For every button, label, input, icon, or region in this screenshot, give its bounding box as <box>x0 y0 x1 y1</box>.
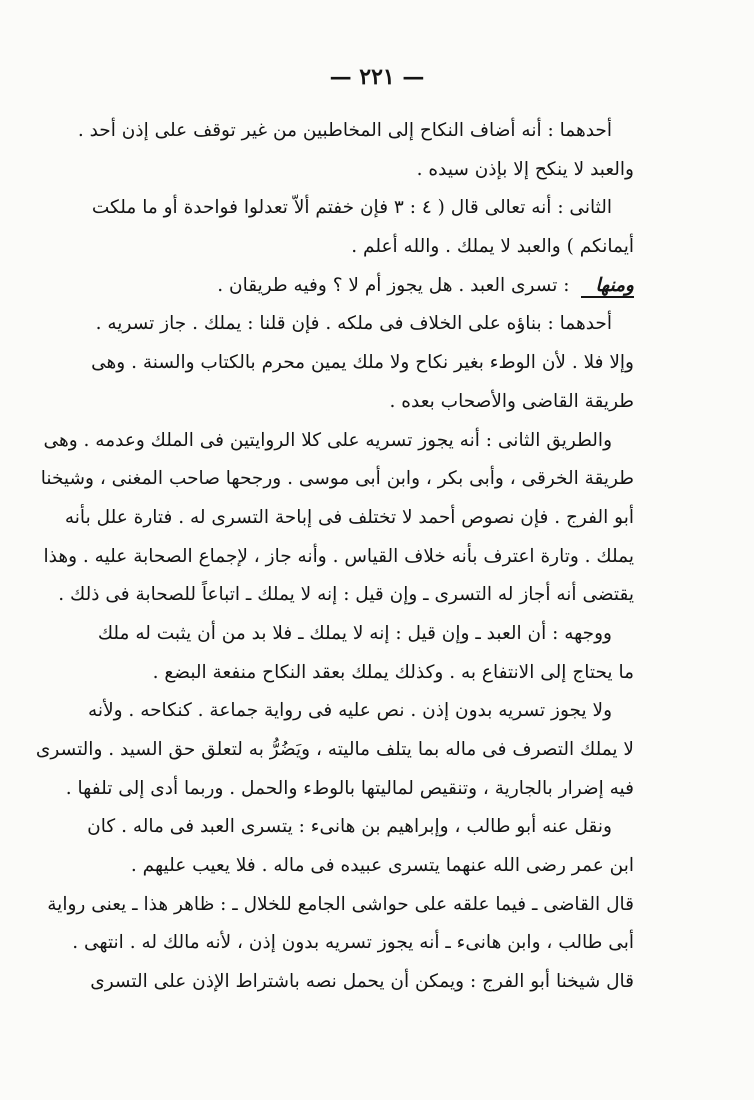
body-text <box>35 112 634 1002</box>
text-line: الثانى : أنه تعالى قال ( ٤ : ٣ فإن خفتم ألاّ تعدلوا فواحدة أو ما ملكت <box>91 197 612 219</box>
text-line: ونقل عنه أبو طالب ، وإبراهيم بن هانىء : يتسرى العبد فى ماله . كان <box>87 816 612 838</box>
text-line: يملك . وتارة اعترف بأنه خلاف القياس . وأنه جاز ، لإجماع الصحابة عليه . وهذا <box>43 545 634 567</box>
text-line: والطريق الثانى : أنه يجوز تسريه على كلا الروايتين فى الملك وعدمه . وهى <box>43 429 612 451</box>
section-heading-word: ومنها <box>581 275 634 298</box>
text-line: أحدهما : أنه أضاف النكاح إلى المخاطبين من غير توقف على إذن أحد . <box>77 120 612 141</box>
page-number: — ٢٢١ — <box>329 64 425 90</box>
text-line: ولا يجوز تسريه بدون إذن . نص عليه فى رواية جماعة . كنكاحه . ولأنه <box>88 700 612 722</box>
text-line: يقتضى أنه أجاز له التسرى ـ وإن قيل : إنه لا يملك ـ اتباعاً للصحابة فى ذلك . <box>58 584 634 606</box>
text-line: أبو الفرج . فإن نصوص أحمد لا تختلف فى إباحة التسرى له . فتارة علل بأنه <box>64 506 634 528</box>
heading-line <box>154 267 634 306</box>
text-line: قال شيخنا أبو الفرج : ويمكن أن يحمل نصه باشتراط الإذن على التسرى <box>90 971 634 993</box>
text-line: والعبد لا ينكح إلا بإذن سيده . <box>416 158 634 180</box>
text-line: طريقة الخرقى ، وأبى بكر ، وابن أبى موسى . ورجحها صاحب المغنى ، وشيخنا <box>40 468 634 490</box>
text-line: طريقة القاضى والأصحاب بعده . <box>389 390 634 412</box>
text-line: لا يملك التصرف فى ماله بما يتلف ماليته ، ويَضُرُّ به لتعلق حق السيد . والتسرى <box>35 739 634 760</box>
text-line: أيمانكم ) والعبد لا يملك . والله أعلم . <box>351 236 634 258</box>
text-line: قال القاضى ـ فيما علقه على حواشى الجامع للخلال ـ : ظاهر هذا ـ يعنى رواية <box>47 893 634 915</box>
heading-line-text: : تسرى العبد . هل يجوز أم لا ؟ وفيه طريقان . <box>217 274 570 296</box>
text-line: ووجهه : أن العبد ـ وإن قيل : إنه لا يملك ـ فلا بد من أن يثبت له ملك <box>97 622 612 644</box>
text-line: أبى طالب ، وابن هانىء ـ أنه يجوز تسريه بدون إذن ، لأنه مالك له . انتهى . <box>72 932 634 954</box>
text-line: أحدهما : بناؤه على الخلاف فى ملكه . فإن قلنا : يملك . جاز تسريه . <box>95 313 612 335</box>
text-line: ابن عمر رضى الله عنهما يتسرى عبيده فى ماله . فلا يعيب عليهم . <box>130 855 634 877</box>
text-line: ما يحتاج إلى الانتفاع به . وكذلك يملك بعقد النكاح منفعة البضع . <box>152 661 634 683</box>
text-line: وإلا فلا . لأن الوطء بغير نكاح ولا ملك يمين محرم بالكتاب والسنة . وهى <box>91 352 634 374</box>
text-line: فيه إضرار بالجارية ، وتنقيص لماليتها بالوطء والحمل . وربما أدى إلى تلفها . <box>65 777 634 799</box>
